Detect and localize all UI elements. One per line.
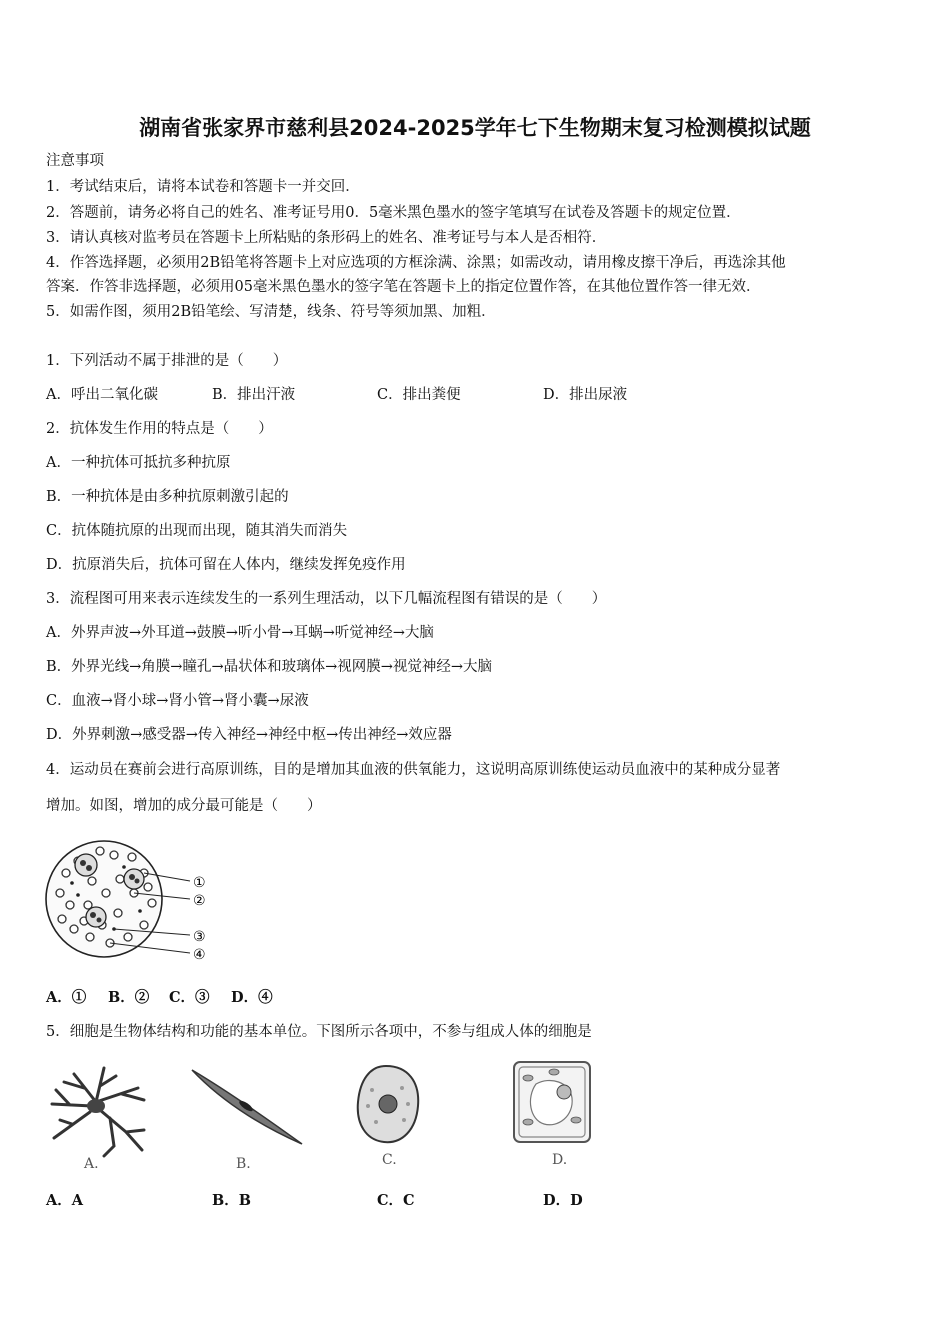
q4-stem-line1: 4．运动员在赛前会进行高原训练，目的是增加其血液的供氧能力，这说明高原训练使运动员血液中的某种成分显著: [46, 762, 781, 778]
notice-item: 答案．作答非选择题，必须用05毫米黑色墨水的签字笔在答题卡上的指定位置作答，在其他位置作答一律无效．: [46, 279, 761, 295]
q3-option-d: D．外界刺激→感受器→传入神经→神经中枢→传出神经→效应器: [46, 727, 452, 743]
q5-option-a: A．A: [46, 1192, 84, 1209]
q4-stem-line2: 增加。如图，增加的成分最可能是（ ）: [46, 798, 322, 814]
q5-option-d: D．D: [543, 1192, 583, 1209]
notice-item: 3．请认真核对监考员在答题卡上所粘贴的条形码上的姓名、准考证号与本人是否相符．: [46, 230, 607, 246]
q1-option-b: B．排出汗液: [212, 387, 296, 403]
notice-item: 2．答题前，请务必将自己的姓名、准考证号用0．5毫米黑色墨水的签字笔填写在试卷及答题卡的规定位置．: [46, 205, 741, 221]
q2-option-c: C．抗体随抗原的出现而出现，随其消失而消失: [46, 523, 348, 539]
figure-label-b: B.: [236, 1156, 251, 1170]
q5-stem: 5．细胞是生物体结构和功能的基本单位。下图所示各项中，不参与组成人体的细胞是: [46, 1024, 592, 1040]
figure-label-3: ③: [193, 929, 206, 945]
q1-option-a: A．呼出二氧化碳: [46, 387, 158, 403]
q3-option-c: C．血液→肾小球→肾小管→肾小囊→尿液: [46, 693, 309, 709]
notice-heading: 注意事项: [46, 153, 104, 169]
q4-option-b: B．②: [108, 989, 150, 1006]
q5-option-c: C．C: [377, 1192, 415, 1209]
notice-item: 1．考试结束后，请将本试卷和答题卡一并交回．: [46, 179, 360, 195]
q5-option-b: B．B: [212, 1192, 252, 1209]
notice-item: 4．作答选择题，必须用2B铅笔将答题卡上对应选项的方框涂满、涂黑；如需改动，请用橡皮擦干净后，再选涂其他: [46, 255, 786, 271]
q1-stem: 1．下列活动不属于排泄的是（ ）: [46, 353, 288, 369]
q2-stem: 2．抗体发生作用的特点是（ ）: [46, 421, 273, 437]
figure-label-1: ①: [193, 875, 206, 891]
figure-label-a: A.: [84, 1156, 99, 1170]
figure-label-c: C.: [382, 1152, 397, 1168]
muscle-cell-figure: [186, 1060, 310, 1170]
microscope-field: [46, 841, 162, 957]
figure-label-2: ②: [193, 893, 206, 909]
q4-option-d: D．④: [231, 989, 273, 1006]
blood-smear-figure: [44, 833, 216, 969]
plant-cell-figure: [506, 1058, 598, 1170]
notice-item: 5．如需作图，须用2B铅笔绘、写清楚，线条、符号等须加黑、加粗．: [46, 304, 496, 320]
q1-option-d: D．排出尿液: [543, 387, 628, 403]
q2-option-d: D．抗原消失后，抗体可留在人体内，继续发挥免疫作用: [46, 557, 406, 573]
q3-option-a: A．外界声波→外耳道→鼓膜→听小骨→耳蜗→听觉神经→大脑: [46, 625, 434, 641]
neuron-figure: [44, 1060, 152, 1170]
q3-stem: 3．流程图可用来表示连续发生的一系列生理活动，以下几幅流程图有错误的是（ ）: [46, 591, 607, 607]
q3-option-b: B．外界光线→角膜→瞳孔→晶状体和玻璃体→视网膜→视觉神经→大脑: [46, 659, 493, 675]
q2-option-b: B．一种抗体是由多种抗原刺激引起的: [46, 489, 289, 505]
round-cell-figure: [352, 1060, 424, 1170]
q2-option-a: A．一种抗体可抵抗多种抗原: [46, 455, 231, 471]
figure-label-4: ④: [193, 947, 206, 963]
page-title: 湖南省张家界市慈利县2024-2025学年七下生物期末复习检测模拟试题: [139, 116, 811, 140]
q4-option-c: C．③: [169, 989, 210, 1006]
q1-option-c: C．排出粪便: [377, 387, 461, 403]
q4-option-a: A．①: [46, 989, 87, 1006]
figure-label-d: D.: [552, 1152, 568, 1168]
